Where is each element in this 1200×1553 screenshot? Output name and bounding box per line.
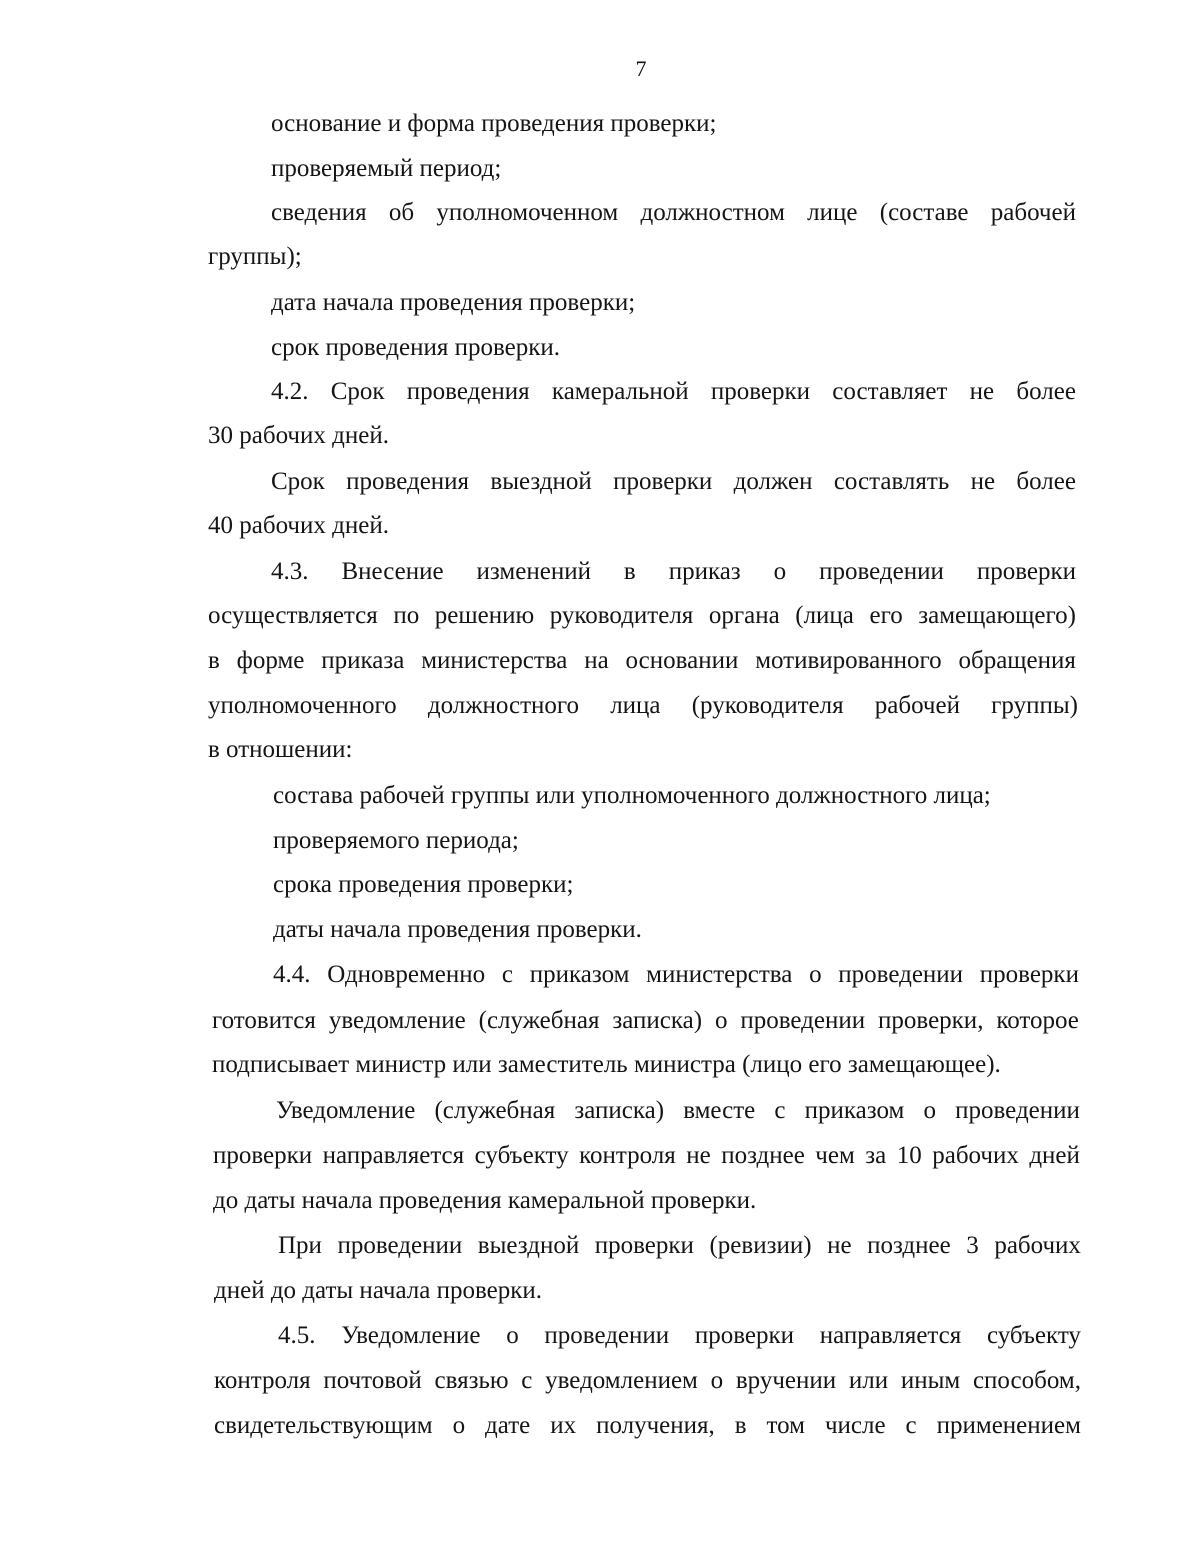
paragraph-line: 30 рабочих дней. xyxy=(208,422,389,449)
word: должен xyxy=(733,468,813,495)
word: уведомление xyxy=(328,1007,466,1034)
word: приказом xyxy=(529,961,630,988)
word: о xyxy=(506,1322,519,1349)
word: Срок xyxy=(330,378,385,405)
word: о xyxy=(773,558,787,585)
word: на xyxy=(584,647,609,674)
word: должностного xyxy=(427,692,580,719)
paragraph-line: подписывает министр или заместитель министра (лицо его замещающее). xyxy=(212,1051,1001,1078)
word: его xyxy=(869,602,903,629)
word: почтовой xyxy=(323,1367,422,1394)
paragraph-line xyxy=(212,1004,1079,1038)
word: лица xyxy=(610,692,661,719)
word: проверки xyxy=(213,1142,313,1169)
word: Срок xyxy=(271,468,325,495)
word: проверки xyxy=(976,558,1076,585)
word: (руководителя xyxy=(691,692,844,719)
word: 4.4. xyxy=(273,961,311,988)
word: с xyxy=(521,1367,533,1394)
word: в xyxy=(734,1412,747,1439)
paragraph-line xyxy=(214,1409,1081,1443)
word: позднее xyxy=(721,1142,805,1169)
paragraph-line xyxy=(276,1094,1080,1128)
word: проверки xyxy=(613,468,713,495)
paragraph-line xyxy=(278,1319,1081,1353)
word: вместе xyxy=(683,1097,756,1124)
word: иным xyxy=(900,1367,961,1394)
list-item: проверяемого периода; xyxy=(273,827,519,854)
word: применением xyxy=(936,1412,1081,1439)
word: более xyxy=(1016,378,1076,405)
paragraph-line xyxy=(213,1139,1080,1173)
word: При xyxy=(278,1232,322,1259)
word: рабочей xyxy=(990,199,1076,226)
word: (служебная xyxy=(478,1007,600,1034)
word: не xyxy=(970,468,996,495)
word: с xyxy=(905,1412,917,1439)
word: числе xyxy=(824,1412,886,1439)
word: рабочих xyxy=(994,1232,1081,1259)
word: по xyxy=(393,602,420,629)
paragraph-line: дней до даты начала проверки. xyxy=(214,1277,543,1304)
word: о xyxy=(452,1412,466,1439)
word: не xyxy=(827,1232,852,1259)
word: сведения xyxy=(271,199,367,226)
word: рабочих xyxy=(932,1142,1019,1169)
paragraph-line: в отношении: xyxy=(208,736,353,763)
word: (ревизии) xyxy=(709,1232,812,1259)
word: о xyxy=(714,1007,728,1034)
word: или xyxy=(848,1367,889,1394)
word: о xyxy=(809,961,822,988)
word: (лица xyxy=(795,602,854,629)
word: записка) xyxy=(612,1007,703,1034)
word: рабочей xyxy=(874,692,960,719)
word: дней xyxy=(1029,1142,1080,1169)
word: приказа xyxy=(321,647,405,674)
word: записка) xyxy=(574,1097,665,1124)
word: 3 xyxy=(966,1232,979,1259)
word: способом, xyxy=(972,1367,1081,1394)
word: приказом xyxy=(804,1097,905,1124)
word: составлять xyxy=(833,468,950,495)
word: уполномоченного xyxy=(208,692,397,719)
word: проведении xyxy=(819,558,944,585)
word: замещающего) xyxy=(918,602,1076,629)
word: проверки xyxy=(979,961,1079,988)
paragraph-line xyxy=(273,958,1079,992)
paragraph-line xyxy=(271,196,1076,230)
word: их xyxy=(550,1412,577,1439)
word: свидетельствующим xyxy=(214,1412,433,1439)
paragraph-line xyxy=(208,644,1076,678)
word: вручении xyxy=(735,1367,837,1394)
word: проведении xyxy=(955,1097,1080,1124)
list-item: основание и форма проведения проверки; xyxy=(271,110,717,137)
word: о xyxy=(923,1097,936,1124)
word: решению xyxy=(434,602,535,629)
word: 4.2. xyxy=(271,378,309,405)
word: 10 xyxy=(896,1142,922,1169)
word: чем xyxy=(815,1142,855,1169)
word: руководителя xyxy=(549,602,694,629)
word: выездной xyxy=(477,1232,580,1259)
word: органа xyxy=(708,602,780,629)
word: 4.5. xyxy=(278,1322,316,1349)
paragraph-line xyxy=(271,465,1076,499)
word: получения, xyxy=(596,1412,715,1439)
word: Уведомление xyxy=(276,1097,416,1124)
word: более xyxy=(1016,468,1076,495)
paragraph-line: до даты начала проведения камеральной проверки. xyxy=(213,1187,757,1214)
word: контроля xyxy=(214,1367,311,1394)
paragraph-line xyxy=(278,1229,1081,1263)
word: с xyxy=(774,1097,786,1124)
paragraph-line xyxy=(271,375,1076,409)
list-item: дата начала проведения проверки; xyxy=(271,289,636,316)
word: министерства xyxy=(421,647,568,674)
word: субъекту xyxy=(474,1142,569,1169)
word: связью xyxy=(434,1367,509,1394)
word: должностном xyxy=(640,199,785,226)
word: выездной xyxy=(490,468,592,495)
word: за xyxy=(865,1142,887,1169)
word: проведении xyxy=(337,1232,463,1259)
word: готовится xyxy=(212,1007,316,1034)
word: направляется xyxy=(819,1322,962,1349)
list-item: состава рабочей группы или уполномоченного должностного лица; xyxy=(273,782,991,809)
word: Одновременно xyxy=(327,961,486,988)
word: с xyxy=(501,961,513,988)
word: группы) xyxy=(991,692,1078,719)
paragraph-line xyxy=(214,1364,1081,1398)
word: составляет xyxy=(832,378,948,405)
word: проведении xyxy=(838,961,964,988)
word: проведения xyxy=(346,468,470,495)
word: проверки xyxy=(710,378,811,405)
word: Внесение xyxy=(341,558,444,585)
paragraph-line xyxy=(208,689,1078,723)
word: форме xyxy=(236,647,305,674)
word: проверки xyxy=(594,1232,694,1259)
paragraph-line xyxy=(271,555,1076,589)
list-item: проверяемый период; xyxy=(271,155,502,182)
list-item: даты начала проведения проверки. xyxy=(273,916,642,943)
paragraph-line xyxy=(208,599,1076,633)
word: камеральной xyxy=(551,378,689,405)
word: лице xyxy=(807,199,858,226)
word: (служебная xyxy=(434,1097,556,1124)
word: том xyxy=(766,1412,805,1439)
word: обращения xyxy=(958,647,1076,674)
word: проведении xyxy=(740,1007,866,1034)
word: проведения xyxy=(406,378,530,405)
word: изменений xyxy=(476,558,591,585)
word: министерства xyxy=(646,961,793,988)
word: в xyxy=(208,647,220,674)
paragraph-line: 40 рабочих дней. xyxy=(208,512,389,539)
word: приказ xyxy=(668,558,741,585)
word: осуществляется xyxy=(208,602,378,629)
word: проведении xyxy=(544,1322,670,1349)
word: основании xyxy=(625,647,739,674)
word: (составе xyxy=(879,199,969,226)
word: которое xyxy=(996,1007,1079,1034)
word: проверки xyxy=(694,1322,795,1349)
word: об xyxy=(388,199,415,226)
word: контроля xyxy=(579,1142,676,1169)
word: уведомлением xyxy=(545,1367,698,1394)
word: не xyxy=(969,378,995,405)
word: не xyxy=(686,1142,711,1169)
word: о xyxy=(710,1367,724,1394)
list-item: срока проведения проверки; xyxy=(273,871,574,898)
word: в xyxy=(623,558,636,585)
word: субъекту xyxy=(986,1322,1081,1349)
word: дате xyxy=(485,1412,531,1439)
word: 4.3. xyxy=(271,558,309,585)
word: проверки, xyxy=(878,1007,984,1034)
paragraph-line: группы); xyxy=(208,243,302,270)
word: уполномоченном xyxy=(436,199,619,226)
page-number: 7 xyxy=(635,56,647,81)
word: позднее xyxy=(867,1232,951,1259)
list-item: срок проведения проверки. xyxy=(271,334,561,361)
word: Уведомление xyxy=(341,1322,481,1349)
word: мотивированного xyxy=(755,647,942,674)
word: направляется xyxy=(322,1142,465,1169)
